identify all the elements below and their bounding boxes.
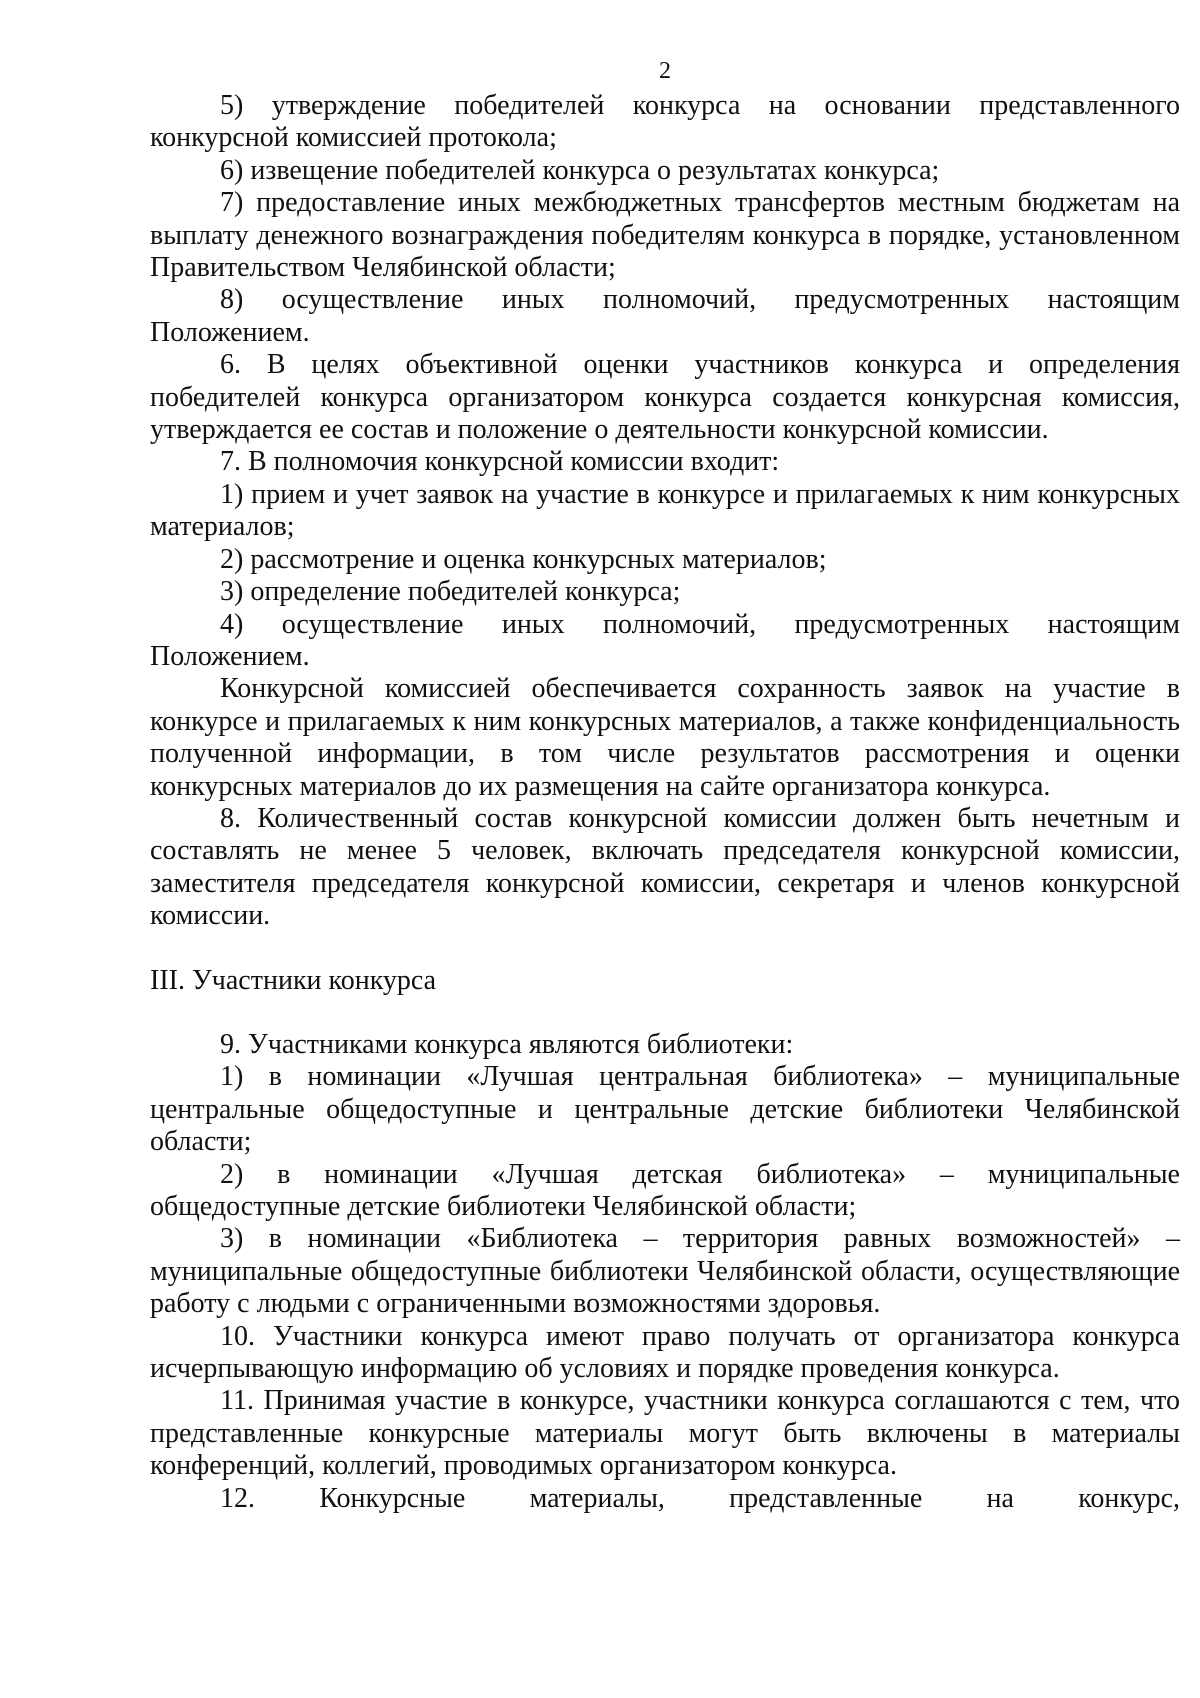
document-page xyxy=(150,56,1180,1515)
item-6-notify-winners: 6) извещение победителей конкурса о результатах конкурса; xyxy=(220,154,940,186)
item-7-transfers: 7) предоставление иных межбюджетных трансфертов местным бюджетам на выплату денежного вознаграждения победителям конкурса в порядке, установленном Правительством Челябинской области; xyxy=(150,187,1180,284)
item-8-other-powers: 8) осуществление иных полномочий, предусмотренных настоящим Положением. xyxy=(150,284,1180,348)
paragraph-12-materials: 12. Конкурсные материалы, представленные на конкурс, xyxy=(220,1482,1180,1514)
paragraph-7-commission-powers: 7. В полномочия конкурсной комиссии входит: xyxy=(220,446,780,478)
nomination-item-2: 2) в номинации «Лучшая детская библиотека» – муниципальные общедоступные детские библиотеки Челябинской области; xyxy=(150,1158,1180,1222)
paragraph-10-rights: 10. Участники конкурса имеют право получать от организатора конкурса исчерпывающую информацию об условиях и порядке проведения конкурса. xyxy=(150,1320,1180,1385)
commission-item-4: 4) осуществление иных полномочий, предусмотренных настоящим Положением. xyxy=(150,608,1180,672)
section-heading: III. Участники конкурса xyxy=(150,964,437,996)
nomination-item-1: 1) в номинации «Лучшая центральная библиотека» – муниципальные центральные общедоступные и центральные детские библиотеки Челябинской области; xyxy=(150,1061,1180,1158)
paragraph-8-composition: 8. Количественный состав конкурсной комиссии должен быть нечетным и составлять не менее 5 человек, включать председателя конкурсной комиссии, заместителя председателя конкурсной комиссии, секретаря и членов конкурсной комиссии. xyxy=(150,802,1180,932)
commission-item-2: 2) рассмотрение и оценка конкурсных материалов; xyxy=(220,543,827,575)
commission-confidentiality: Конкурсной комиссией обеспечивается сохранность заявок на участие в конкурсе и прилагаемых к ним конкурсных материалов, а также конфиденциальность полученной информации, в том числе результатов рассмотрения и оценки конкурсных материалов до их размещения на сайте организатора конкурса. xyxy=(150,673,1180,802)
commission-item-1: 1) прием и учет заявок на участие в конкурсе и прилагаемых к ним конкурсных материалов; xyxy=(150,478,1180,543)
document-body xyxy=(150,90,1180,1515)
commission-item-3: 3) определение победителей конкурса; xyxy=(220,576,681,608)
paragraph-11-consent: 11. Принимая участие в конкурсе, участники конкурса соглашаются с тем, что представленные конкурсные материалы могут быть включены в материалы конференций, коллегий, проводимых организатором конкурса. xyxy=(150,1385,1180,1482)
page-number: 2 xyxy=(659,58,671,84)
paragraph-9-participants: 9. Участниками конкурса являются библиотеки: xyxy=(220,1028,794,1060)
item-5-approve-winners: 5) утверждение победителей конкурса на основании представленного конкурсной комиссией протокола; xyxy=(150,90,1180,154)
nomination-item-3: 3) в номинации «Библиотека – территория равных возможностей» – муниципальные общедоступные библиотеки Челябинской области, осуществляющие работу с людьми с ограниченными возможностями здоровья. xyxy=(150,1223,1180,1320)
paragraph-6-commission: 6. В целях объективной оценки участников конкурса и определения победителей конкурса организатором конкурса создается конкурсная комиссия, утверждается ее состав и положение о деятельности конкурсной комиссии. xyxy=(150,349,1180,446)
